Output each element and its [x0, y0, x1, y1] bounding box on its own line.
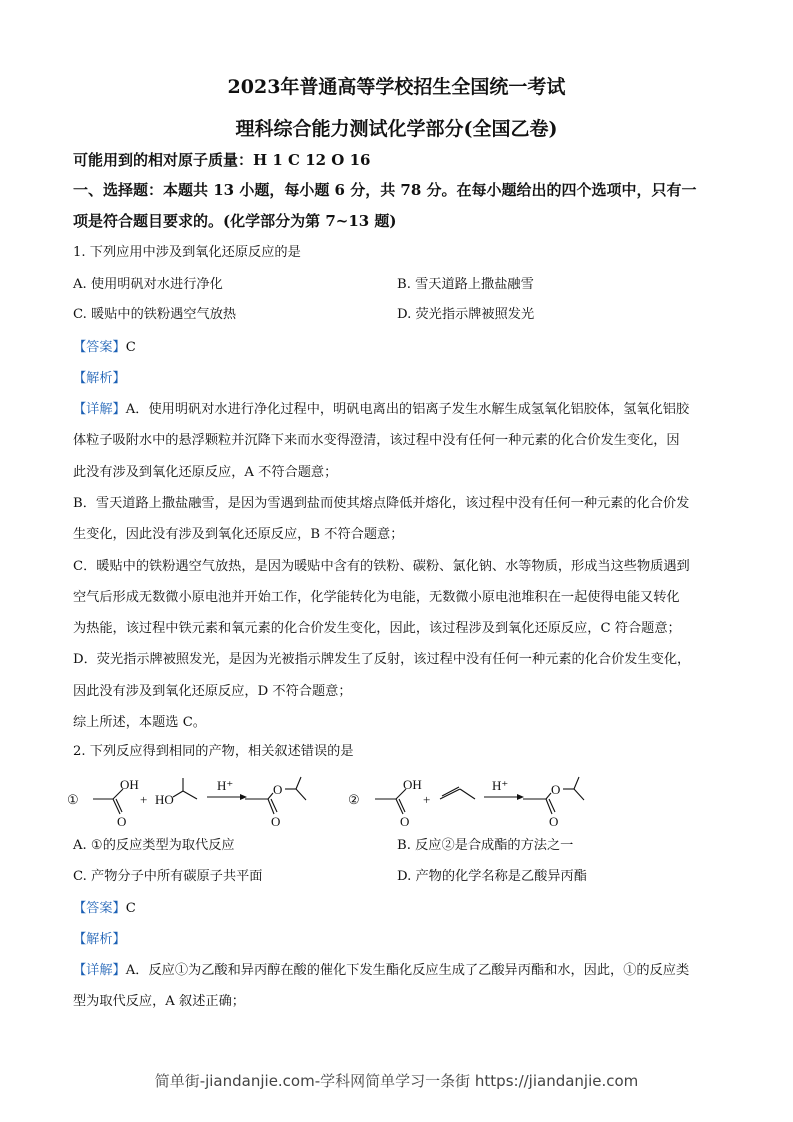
q2-stem: 2. 下列反应得到相同的产物，相关叙述错误的是	[73, 744, 354, 759]
q2-reaction-scheme	[60, 772, 620, 832]
q2-analysis-tag: 【解析】	[73, 932, 126, 947]
q1-analysis-tag: 【解析】	[73, 371, 126, 386]
o-label: O	[273, 782, 283, 797]
detail-text: C．暖贴中的铁粉遇空气放热，是因为暖贴中含有的铁粉、碳粉、氯化钠、水等物质，形成当这些物质遇到	[73, 558, 690, 574]
answer-value: C	[125, 340, 136, 355]
detail-text: D．荧光指示牌被照发光，是因为光被指示牌发生了反射，该过程中没有任何一种元素的化合价发生变化，	[73, 652, 691, 668]
ho-label: HO	[155, 792, 174, 807]
o-label: O	[271, 814, 281, 829]
detail-tag: 【详解】	[73, 963, 126, 978]
o-label: O	[549, 814, 559, 829]
o-label: O	[400, 814, 410, 829]
detail-text: 空气后形成无数微小原电池并开始工作，化学能转化为电能，无数微小原电池堆积在一起使得电能又转化	[73, 589, 680, 605]
section-instructions-1: 一、选择题：本题共 13 小题，每小题 6 分，共 78 分。在每小题给出的四个选项中，只有一	[73, 181, 697, 199]
q2-answer	[73, 900, 136, 918]
detail-tag: 【详解】	[73, 402, 126, 417]
detail-line	[73, 993, 245, 1011]
detail-text: 型为取代反应，A 叙述正确；	[73, 994, 245, 1010]
detail-line	[73, 526, 403, 544]
page-subtitle: 理科综合能力测试化学部分(全国乙卷)	[235, 118, 558, 140]
q1-stem: 1. 下列应用中涉及到氧化还原反应的是	[73, 245, 301, 260]
oh-label: OH	[403, 777, 422, 792]
answer-value: C	[125, 901, 136, 916]
catalyst-label: H⁺	[492, 778, 509, 793]
q2-option-b: B. 反应②是合成酯的方法之一	[397, 838, 574, 853]
o-label: O	[117, 814, 127, 829]
detail-text: 为热能，该过程中铁元素和氧元素的化合价发生变化，因此，该过程涉及到氧化还原反应，C 符合题意；	[73, 621, 681, 637]
detail-text: B．雪天道路上撒盐融雪，是因为雪遇到盐而使其熔点降低并熔化，该过程中没有任何一种元素的化合价发	[73, 495, 690, 511]
detail-line	[73, 651, 690, 669]
answer-tag: 【答案】	[73, 901, 126, 916]
detail-text: A．反应①为乙酸和异丙醇在酸的催化下发生酯化反应生成了乙酸异丙酯和水，因此，①的反应类	[125, 963, 690, 978]
q2-option-d: D. 产物的化学名称是乙酸异丙酯	[397, 869, 587, 884]
detail-text: 体粒子吸附水中的悬浮颗粒并沉降下来而水变得澄清，该过程中没有任何一种元素的化合价发生变化，因	[73, 433, 680, 449]
q1-option-c: C. 暖贴中的铁粉遇空气放热	[73, 307, 237, 322]
q1-option-b: B. 雪天道路上撒盐融雪	[397, 277, 534, 292]
q1-option-d: D. 荧光指示牌被照发光	[397, 307, 535, 322]
detail-line	[73, 620, 681, 638]
detail-text: 因此没有涉及到氧化还原反应，D 不符合题意；	[73, 683, 352, 699]
detail-line	[73, 558, 690, 576]
atomic-masses: 可能用到的相对原子质量：H 1 C 12 O 16	[73, 151, 371, 169]
page-title: 2023年普通高等学校招生全国统一考试	[227, 76, 566, 98]
q2-option-c: C. 产物分子中所有碳原子共平面	[73, 869, 263, 884]
footer-watermark: 简单街-jiandanjie.com-学科网简单学习一条街 https://jiandanjie.com	[154, 1072, 639, 1090]
detail-line	[73, 495, 689, 513]
detail-text: 综上所述，本题选 C。	[73, 715, 206, 730]
answer-tag: 【答案】	[73, 340, 126, 355]
plus-sign: +	[140, 792, 148, 807]
detail-line	[73, 589, 680, 607]
detail-text: A．使用明矾对水进行净化过程中，明矾电离出的铝离子发生水解生成氢氧化铝胶体，氢氧化铝胶	[125, 402, 690, 417]
reaction-label-2: ②	[348, 792, 360, 807]
detail-line	[73, 962, 689, 980]
q1-answer	[73, 339, 136, 357]
reaction-label-1: ①	[67, 792, 79, 807]
q1-option-a: A. 使用明矾对水进行净化	[73, 277, 223, 292]
detail-line	[73, 714, 206, 732]
detail-line	[73, 683, 352, 701]
catalyst-label: H⁺	[217, 778, 234, 793]
detail-line	[73, 432, 680, 450]
detail-line	[73, 464, 337, 482]
section-instructions-2: 项是符合题目要求的。(化学部分为第 7~13 题)	[73, 212, 397, 230]
plus-sign: +	[423, 792, 431, 807]
detail-text: 生变化，因此没有涉及到氧化还原反应，B 不符合题意；	[73, 527, 404, 543]
detail-line	[73, 401, 689, 419]
q2-option-a: A. ①的反应类型为取代反应	[73, 838, 235, 853]
detail-text: 此没有涉及到氧化还原反应，A 不符合题意；	[73, 464, 338, 480]
oh-label: OH	[120, 777, 139, 792]
o-label: O	[551, 782, 561, 797]
